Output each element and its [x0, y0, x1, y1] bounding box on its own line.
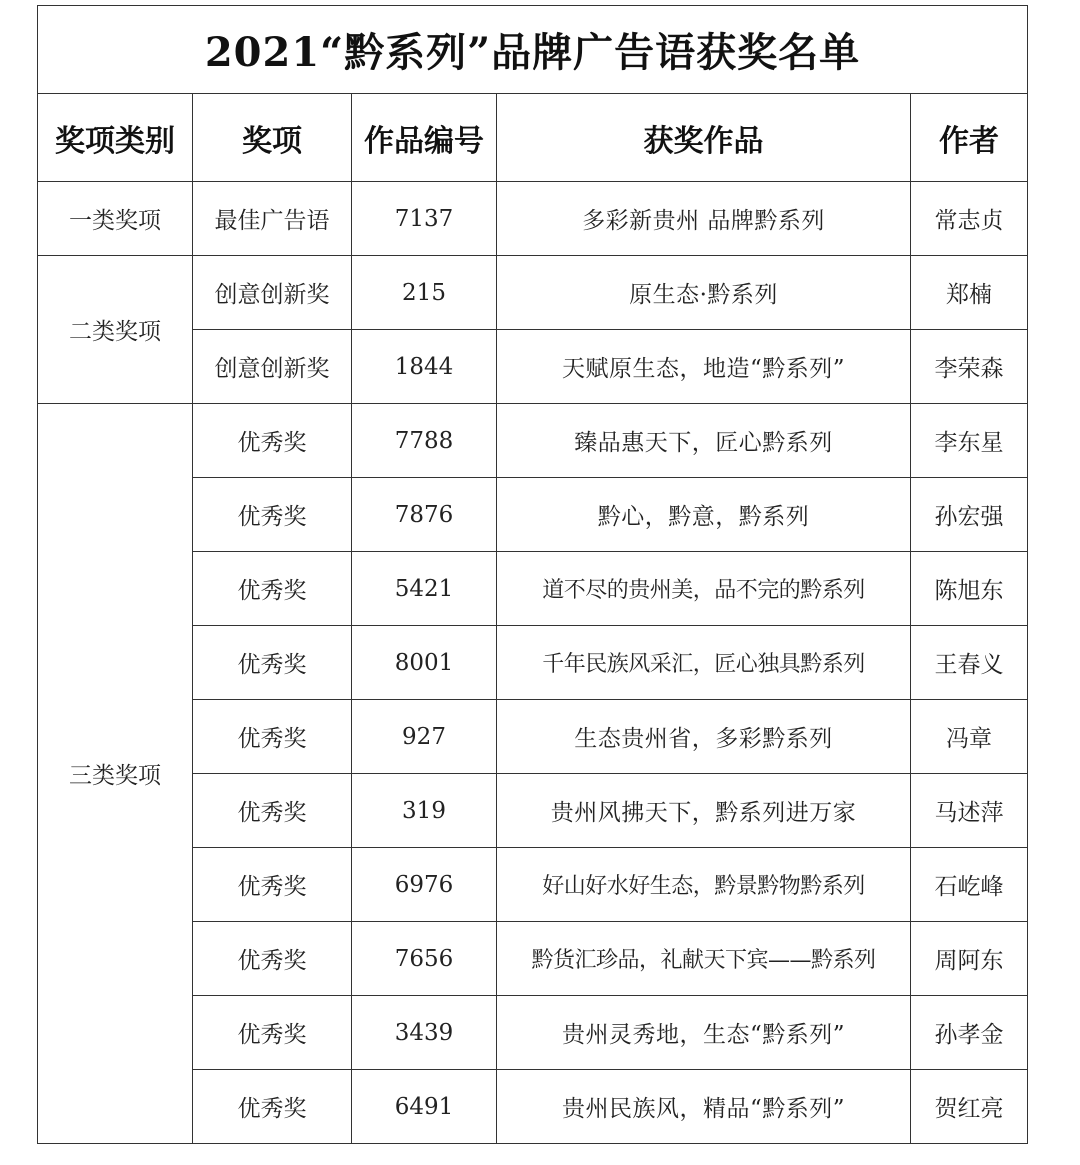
header-award: 奖项 — [193, 94, 352, 182]
number-cell: 6976 — [352, 848, 497, 922]
author-cell: 马述萍 — [911, 774, 1028, 848]
header-work: 获奖作品 — [497, 94, 911, 182]
work-cell: 臻品惠天下，匠心黔系列 — [497, 404, 911, 478]
number-cell: 319 — [352, 774, 497, 848]
number-cell: 5421 — [352, 552, 497, 626]
work-cell: 贵州民族风，精品“黔系列” — [497, 1070, 911, 1144]
number-cell: 1844 — [352, 330, 497, 404]
award-cell: 创意创新奖 — [193, 330, 352, 404]
award-cell: 最佳广告语 — [193, 182, 352, 256]
number-cell: 3439 — [352, 996, 497, 1070]
work-cell: 道不尽的贵州美，品不完的黔系列 — [497, 552, 911, 626]
title-row — [38, 6, 1028, 94]
work-cell: 黔心，黔意，黔系列 — [497, 478, 911, 552]
author-cell: 郑楠 — [911, 256, 1028, 330]
award-cell: 优秀奖 — [193, 700, 352, 774]
header-author: 作者 — [911, 94, 1028, 182]
award-cell: 创意创新奖 — [193, 256, 352, 330]
work-cell: 千年民族风采汇，匠心独具黔系列 — [497, 626, 911, 700]
table-row — [38, 182, 1028, 256]
author-cell: 李荣森 — [911, 330, 1028, 404]
award-cell: 优秀奖 — [193, 478, 352, 552]
author-cell: 周阿东 — [911, 922, 1028, 996]
table-row — [38, 256, 1028, 330]
work-cell: 贵州灵秀地，生态“黔系列” — [497, 996, 911, 1070]
author-cell: 孙孝金 — [911, 996, 1028, 1070]
work-cell: 黔货汇珍品，礼献天下宾——黔系列 — [497, 922, 911, 996]
category-cell-third: 三类奖项 — [38, 404, 193, 1144]
award-cell: 优秀奖 — [193, 626, 352, 700]
number-cell: 215 — [352, 256, 497, 330]
number-cell: 7656 — [352, 922, 497, 996]
number-cell: 6491 — [352, 1070, 497, 1144]
award-cell: 优秀奖 — [193, 996, 352, 1070]
work-cell: 天赋原生态，地造“黔系列” — [497, 330, 911, 404]
header-number: 作品编号 — [352, 94, 497, 182]
work-cell: 贵州风拂天下，黔系列进万家 — [497, 774, 911, 848]
author-cell: 冯章 — [911, 700, 1028, 774]
number-cell: 927 — [352, 700, 497, 774]
author-cell: 孙宏强 — [911, 478, 1028, 552]
award-cell: 优秀奖 — [193, 404, 352, 478]
award-cell: 优秀奖 — [193, 552, 352, 626]
number-cell: 7137 — [352, 182, 497, 256]
award-list-table — [37, 5, 1028, 1144]
number-cell: 7876 — [352, 478, 497, 552]
author-cell: 李东星 — [911, 404, 1028, 478]
work-cell: 生态贵州省，多彩黔系列 — [497, 700, 911, 774]
number-cell: 8001 — [352, 626, 497, 700]
category-cell-first: 一类奖项 — [38, 182, 193, 256]
number-cell: 7788 — [352, 404, 497, 478]
award-cell: 优秀奖 — [193, 922, 352, 996]
award-cell: 优秀奖 — [193, 774, 352, 848]
author-cell: 常志贞 — [911, 182, 1028, 256]
header-row — [38, 94, 1028, 182]
work-cell: 多彩新贵州 品牌黔系列 — [497, 182, 911, 256]
author-cell: 王春义 — [911, 626, 1028, 700]
header-category: 奖项类别 — [38, 94, 193, 182]
category-cell-second: 二类奖项 — [38, 256, 193, 404]
work-cell: 原生态·黔系列 — [497, 256, 911, 330]
award-cell: 优秀奖 — [193, 1070, 352, 1144]
award-cell: 优秀奖 — [193, 848, 352, 922]
author-cell: 石屹峰 — [911, 848, 1028, 922]
author-cell: 贺红亮 — [911, 1070, 1028, 1144]
table-row — [38, 404, 1028, 478]
author-cell: 陈旭东 — [911, 552, 1028, 626]
work-cell: 好山好水好生态，黔景黔物黔系列 — [497, 848, 911, 922]
table-title: 2021“黔系列”品牌广告语获奖名单 — [38, 6, 1028, 94]
